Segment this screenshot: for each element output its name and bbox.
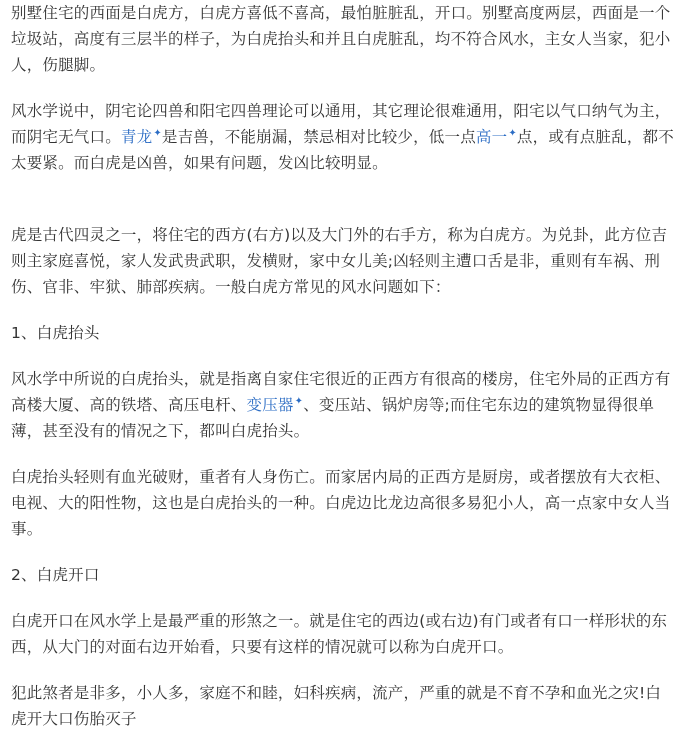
paragraph-villa-west: 别墅住宅的西面是白虎方，白虎方喜低不喜高，最怕脏脏乱，开口。别墅高度两层，西面是一个垃圾站，高度有三层半的样子，为白虎抬头和并且白虎脏乱，均不符合风水，主女人当家，犯小人，伤腿脚。 — [11, 4, 671, 74]
link-bianyaqi[interactable]: 变压器 — [246, 396, 294, 414]
section-heading-kaikou: 2、白虎开口 — [11, 566, 100, 584]
paragraph-text: 点，或有点脏乱，都不太要紧。而白虎是凶兽，如果有问题，发凶比较明显。 — [11, 128, 674, 172]
link-mark-icon: ✦ — [508, 127, 517, 139]
paragraph-text: 、变压站、锅炉房等;而住宅东边的建筑物显得很单薄，甚至没有的情况之下，都叫白虎抬头。 — [11, 396, 655, 440]
spacer — [11, 300, 676, 320]
spacer — [11, 78, 676, 98]
spacer — [11, 588, 676, 608]
paragraph-four-beasts — [11, 98, 676, 176]
paragraph-taitou-definition — [11, 366, 676, 444]
spacer — [11, 542, 676, 562]
paragraph-taitou-effects: 白虎抬头轻则有血光破财，重者有人身伤亡。而家居内局的正西方是厨房，或者摆放有大衣柜、电视、大的阳性物，这也是白虎抬头的一种。白虎边比龙边高很多易犯小人，高一点家中女人当事。 — [11, 468, 671, 538]
paragraph-text: 是吉兽，不能崩漏，禁忌相对比较少，低一点 — [161, 128, 476, 146]
section-heading-taitou: 1、白虎抬头 — [11, 324, 100, 342]
paragraph-kaikou-effects: 犯此煞者是非多，小人多，家庭不和睦，妇科疾病，流产，严重的就是不育不孕和血光之灾!白虎开大口伤胎灭子 — [11, 684, 662, 728]
link-mark-icon: ✦ — [153, 127, 162, 139]
paragraph-kaikou-definition: 白虎开口在风水学上是最严重的形煞之一。就是住宅的西边(或右边)有门或者有口一样形状的东西，从大门的对面右边开始看，只要有这样的情况就可以称为白虎开口。 — [11, 612, 668, 656]
spacer — [11, 660, 676, 680]
link-gaoyi[interactable]: 高一 — [475, 128, 508, 146]
spacer — [11, 176, 676, 222]
link-mark-icon: ✦ — [294, 395, 304, 407]
spacer — [11, 346, 676, 366]
link-qinglong[interactable]: 青龙 — [120, 128, 153, 146]
spacer — [11, 444, 676, 464]
paragraph-text: 风水学说中，阴宅论四兽和阳宅四兽理论可以通用，其它理论很难通用，阳宅以气口纳气为主，而阴宅无气口。 — [11, 102, 671, 146]
paragraph-white-tiger-intro: 虎是古代四灵之一，将住宅的西方(右方)以及大门外的右手方，称为白虎方。为兑卦，此方位吉则主家庭喜悦，家人发武贵武职，发横财，家中女儿美;凶轻则主遭口舌是非，重则有车祸、刑伤、官非、牢狱、肺部疾病。一般白虎方常见的风水问题如下： — [11, 226, 668, 296]
paragraph-text: 风水学中所说的白虎抬头，就是指离自家住宅很近的正西方有很高的楼房，住宅外局的正西方有高楼大厦、高的铁塔、高压电杆、 — [11, 370, 671, 414]
